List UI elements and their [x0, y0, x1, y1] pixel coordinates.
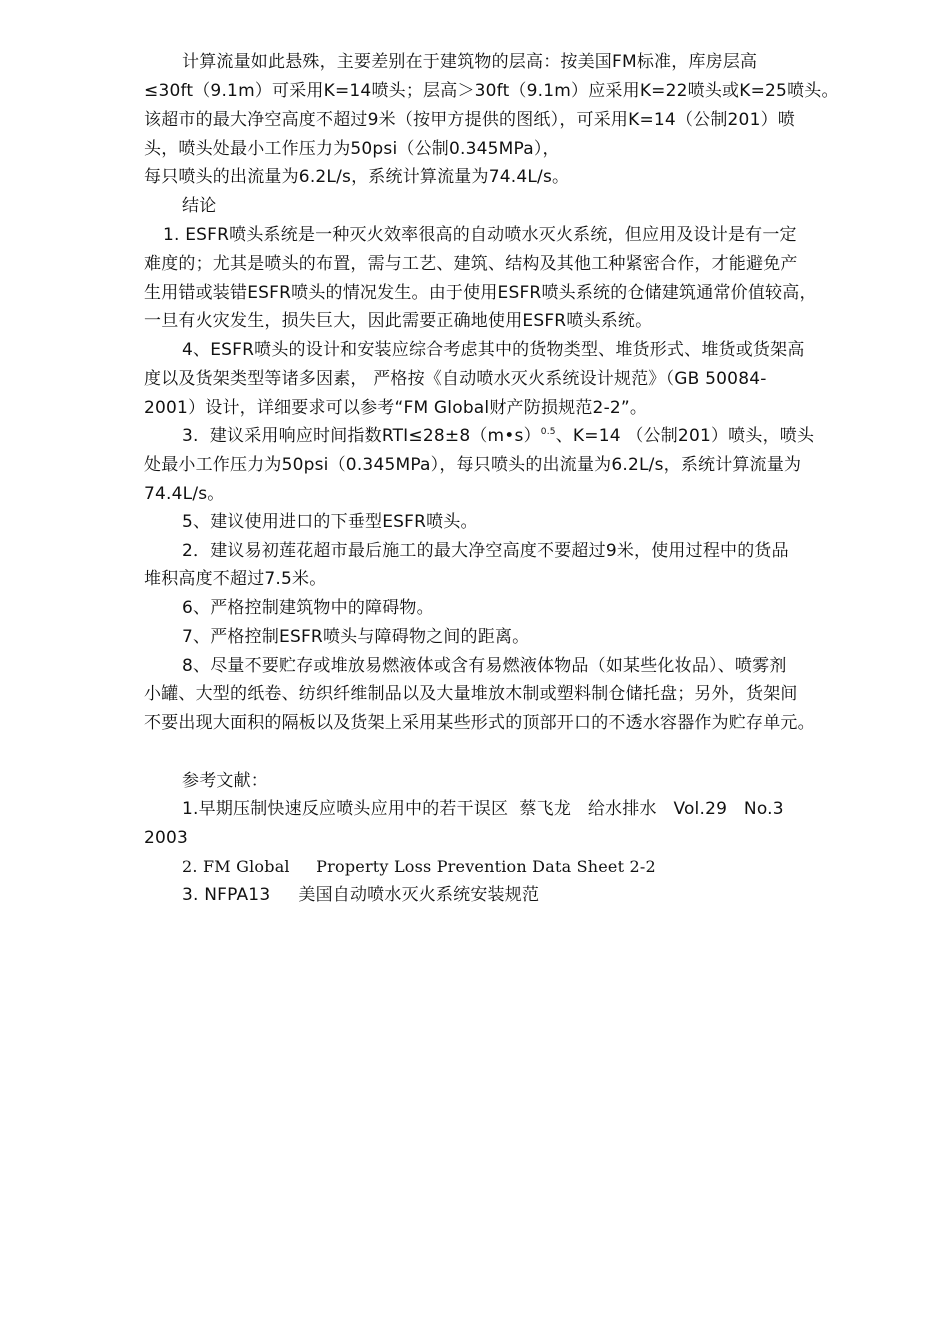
list-item-line: 生用错或装错ESFR喷头的情况发生。由于使用ESFR喷头系统的仓储建筑通常价值较高， — [144, 283, 817, 303]
list-item-line: 5、建议使用进口的下垂型ESFR喷头。 — [182, 512, 478, 532]
paragraph-line: 该超市的最大净空高度不超过9米（按甲方提供的图纸），可采用K=14（公制201）喷 — [144, 110, 795, 130]
list-item-line: 处最小工作压力为50psi（0.345MPa），每只喷头的出流量为6.2L/s，系统计算流量为 — [144, 455, 802, 475]
list-item-line — [182, 422, 814, 450]
reference-item: 1.早期压制快速反应喷头应用中的若干误区 蔡飞龙 给水排水 Vol.29 No.3 — [182, 799, 784, 819]
list-item-line: 7、严格控制ESFR喷头与障碍物之间的距离。 — [182, 627, 530, 647]
paragraph-line: 头，喷头处最小工作压力为50psi（公制0.345MPa）， — [144, 139, 560, 159]
list-item-line: 堆积高度不超过7.5米。 — [144, 569, 327, 589]
paragraph-line: 每只喷头的出流量为6.2L/s，系统计算流量为74.4L/s。 — [144, 167, 570, 187]
list-item-line: 74.4L/s。 — [144, 484, 225, 504]
list-item-text: 3. 建议采用响应时间指数RTI≤28±8（m•s） — [182, 426, 541, 446]
paragraph-line: 计算流量如此悬殊，主要差别在于建筑物的层高：按美国FM标准，库房层高 — [182, 52, 758, 72]
list-item-line: 一旦有火灾发生，损失巨大，因此需要正确地使用ESFR喷头系统。 — [144, 311, 653, 331]
paragraph-line: ≤30ft（9.1m）可采用K=14喷头；层高＞30ft（9.1m）应采用K=22喷头或K=25喷头。 — [144, 81, 839, 101]
references-heading: 参考文献： — [182, 771, 268, 791]
list-item-line: 2001）设计，详细要求可以参考“FM Global财产防损规范2-2”。 — [144, 398, 648, 418]
superscript-exponent: 0.5 — [540, 427, 556, 437]
list-item-line: 8、尽量不要贮存或堆放易燃液体或含有易燃液体物品（如某些化妆品）、喷雾剂 — [182, 656, 787, 676]
list-item-line: 6、严格控制建筑物中的障碍物。 — [182, 598, 434, 618]
section-heading: 结论 — [182, 196, 217, 216]
list-item-line: 不要出现大面积的隔板以及货架上采用某些形式的顶部开口的不透水容器作为贮存单元。 — [144, 713, 815, 733]
list-item-line: 2．建议易初莲花超市最后施工的最大净空高度不要超过9米，使用过程中的货品 — [182, 541, 789, 561]
list-item-line: 难度的；尤其是喷头的布置，需与工艺、建筑、结构及其他工种紧密合作，才能避免产 — [144, 254, 798, 274]
list-item-line: 小罐、大型的纸卷、纺织纤维制品以及大量堆放木制或塑料制仓储托盘；另外，货架间 — [144, 684, 798, 704]
reference-item: 3. NFPA13 美国自动喷水灭火系统安装规范 — [182, 885, 540, 905]
reference-item: 2003 — [144, 828, 189, 848]
reference-item: 2. FM Global Property Loss Prevention Data Sheet 2-2 — [182, 857, 656, 876]
list-item-text: 、K=14 （公制201）喷头，喷头 — [555, 426, 815, 446]
list-item-line: 度以及货架类型等诸多因素， 严格按《自动喷水灭火系统设计规范》（GB 50084- — [144, 369, 767, 389]
list-item-line: 4、ESFR喷头的设计和安装应综合考虑其中的货物类型、堆货形式、堆货或货架高 — [182, 340, 805, 360]
list-item-line: 1. ESFR喷头系统是一种灭火效率很高的自动喷水灭火系统，但应用及设计是有一定 — [163, 225, 797, 245]
